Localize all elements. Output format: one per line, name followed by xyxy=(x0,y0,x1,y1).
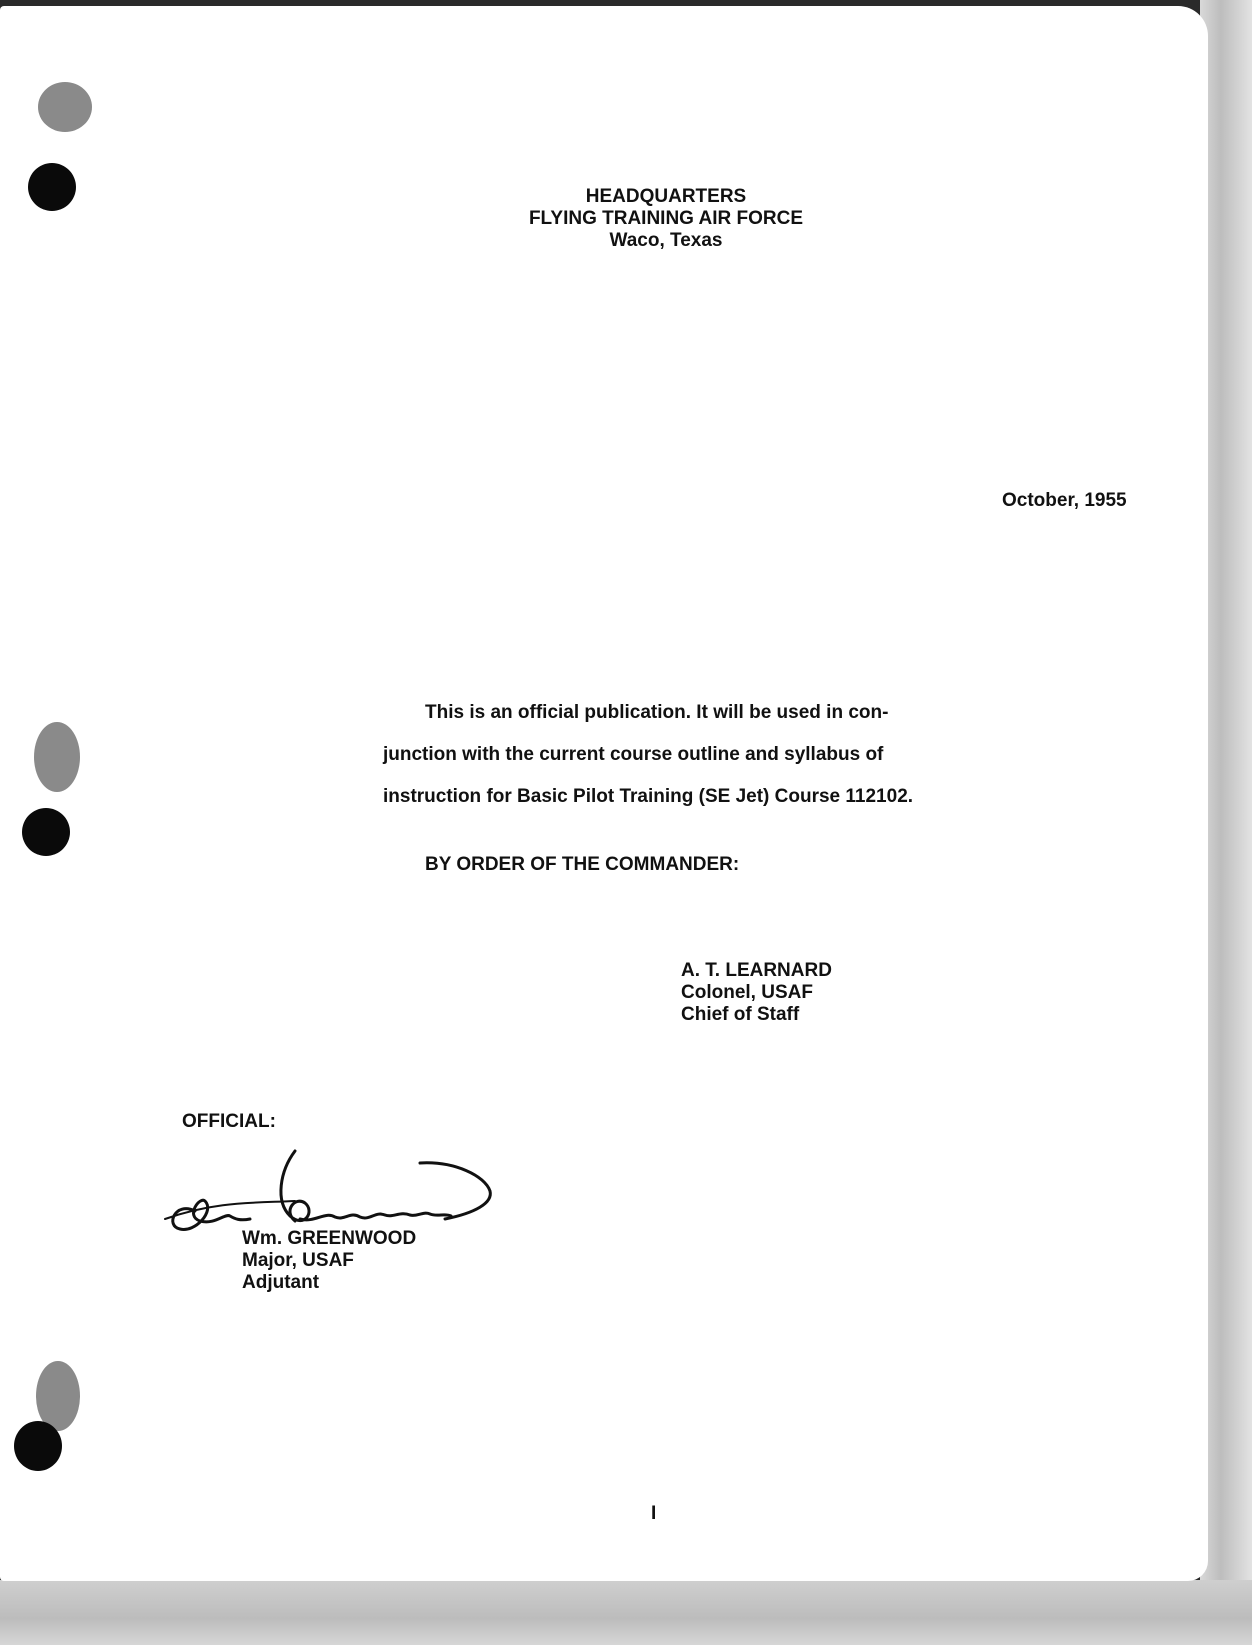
document-page xyxy=(0,6,1208,1581)
body-line-1: This is an official publication. It will be used in con- xyxy=(425,702,889,723)
punch-hole-top xyxy=(28,163,76,211)
header-headquarters: HEADQUARTERS xyxy=(585,186,747,207)
punch-hole-bottom xyxy=(14,1421,62,1471)
header-organization: FLYING TRAINING AIR FORCE xyxy=(528,208,804,229)
body-line-3: instruction for Basic Pilot Training (SE Jet) Course 112102. xyxy=(383,786,914,807)
order-statement: BY ORDER OF THE COMMANDER: xyxy=(425,854,740,875)
punch-hole-middle-shadow xyxy=(34,722,80,792)
signatory-rank: Colonel, USAF xyxy=(681,982,813,1003)
page-edge-shadow-bottom xyxy=(0,1580,1252,1645)
signatory-title: Chief of Staff xyxy=(681,1004,800,1025)
punch-hole-middle xyxy=(22,808,70,856)
body-line-2: junction with the current course outline and syllabus of xyxy=(383,744,884,765)
official-rank: Major, USAF xyxy=(242,1250,354,1271)
page-number: I xyxy=(651,1503,657,1524)
document-date: October, 1955 xyxy=(1002,490,1127,511)
header-location: Waco, Texas xyxy=(609,230,723,251)
official-name: Wm. GREENWOOD xyxy=(242,1228,417,1249)
official-title: Adjutant xyxy=(242,1272,320,1293)
punch-hole-top-shadow xyxy=(38,82,92,132)
official-label: OFFICIAL: xyxy=(182,1111,276,1132)
signatory-name: A. T. LEARNARD xyxy=(681,960,832,981)
